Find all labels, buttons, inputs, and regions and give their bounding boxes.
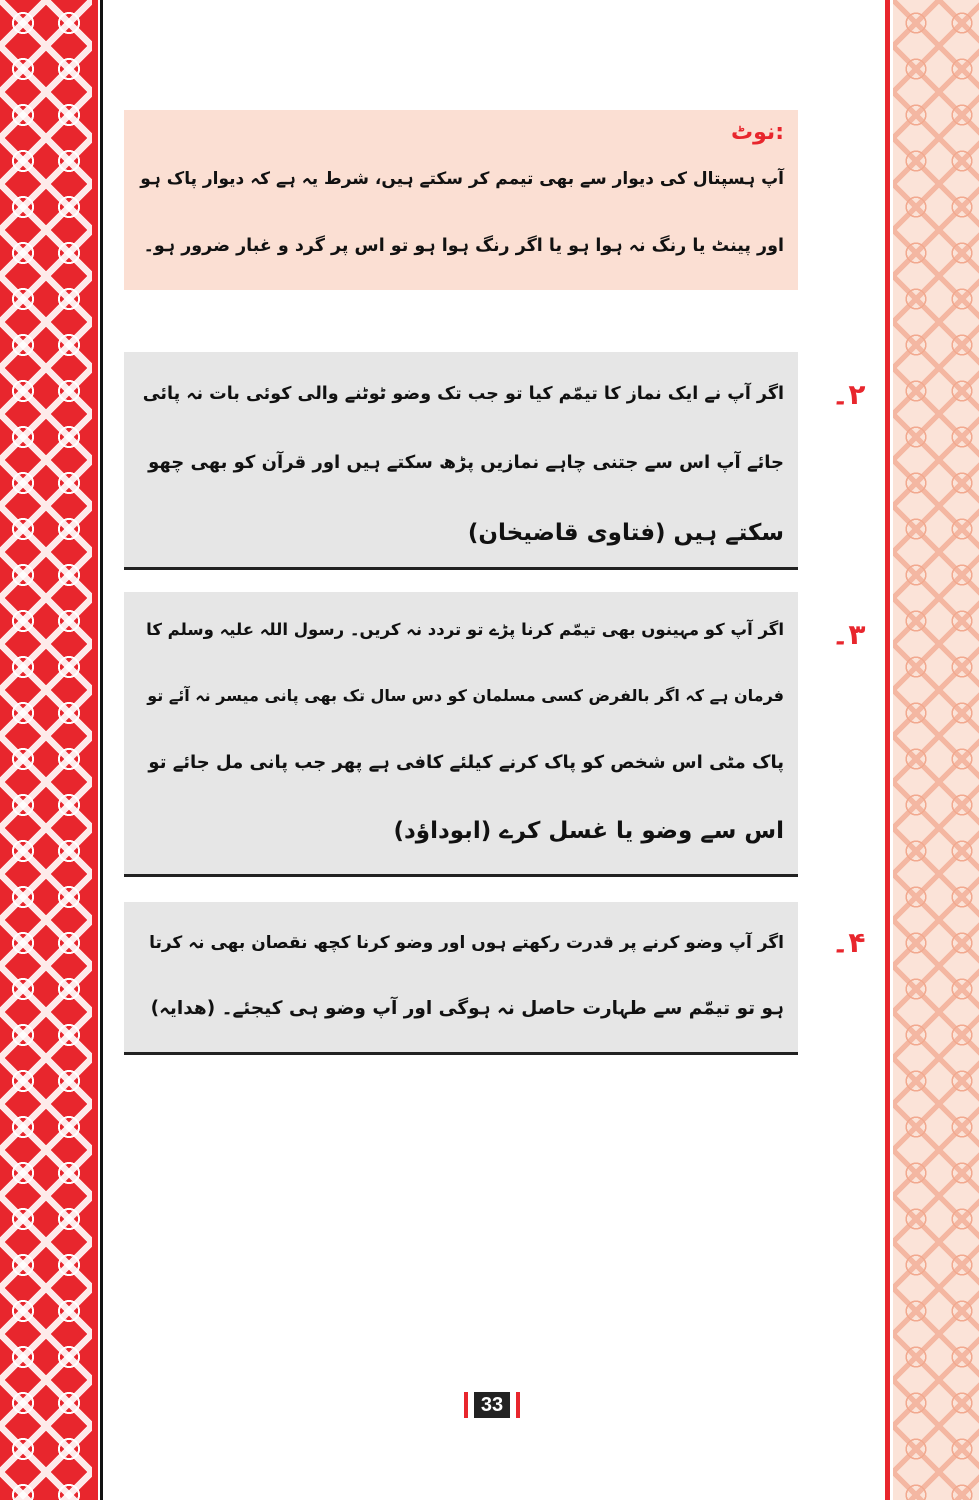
left-border-line xyxy=(100,0,103,1500)
item-line: پاک مٹی اس شخص کو پاک کرنے کیلئے کافی ہے پھر جب پانی مل جائے تو xyxy=(148,752,784,773)
item-line: فرمان ہے کہ اگر بالفرض کسی مسلمان کو دس سال تک بھی پانی میسر نہ آئے تو xyxy=(147,686,784,705)
item-line: اگر آپ وضو کرنے پر قدرت رکھتے ہوں اور وضو کرنا کچھ نقصان بھی نہ کرتا xyxy=(149,933,784,953)
page-number-bar-right xyxy=(516,1392,520,1418)
item-number: ۲۔ xyxy=(832,378,866,411)
item-line: اس سے وضو یا غسل کرے (ابوداؤد) xyxy=(393,818,784,844)
item-box xyxy=(124,592,798,877)
note-line: آپ ہسپتال کی دیوار سے بھی تیمم کر سکتے ہیں، شرط یہ ہے کہ دیوار پاک ہو xyxy=(140,169,784,189)
item-number: ۴۔ xyxy=(832,926,866,959)
note-title: نوٹ: xyxy=(731,120,784,145)
item-line: ہو تو تیمّم سے طہارت حاصل نہ ہوگی اور آپ وضو ہی کیجئے۔ (ھدایہ) xyxy=(150,998,784,1019)
item-line: سکتے ہیں (فتاوی قاضیخان) xyxy=(467,520,784,546)
left-border-rule xyxy=(92,0,98,1500)
item-box xyxy=(124,352,798,570)
note-box xyxy=(124,110,798,290)
right-border-rule xyxy=(885,0,890,1500)
page-number-bar-left xyxy=(464,1392,468,1418)
item-line: جائے آپ اس سے جتنی چاہے نمازیں پڑھ سکتے ہیں اور قرآن کو بھی چھو xyxy=(148,452,784,473)
item-box xyxy=(124,902,798,1055)
note-line: اور پینٹ یا رنگ نہ ہوا ہو یا اگر رنگ ہوا ہو تو اس پر گرد و غبار ضرور ہو۔ xyxy=(143,236,784,256)
page-number: 33 xyxy=(474,1392,510,1418)
item-line: اگر آپ نے ایک نماز کا تیمّم کیا تو جب تک وضو ٹوٹنے والی کوئی بات نہ پائی xyxy=(142,384,784,404)
item-line: اگر آپ کو مہینوں بھی تیمّم کرنا پڑے تو تردد نہ کریں۔ رسول اللہ علیہ وسلم کا xyxy=(146,620,784,639)
right-ornamental-border xyxy=(893,0,979,1500)
left-ornamental-border xyxy=(0,0,92,1500)
item-number: ۳۔ xyxy=(832,618,866,651)
